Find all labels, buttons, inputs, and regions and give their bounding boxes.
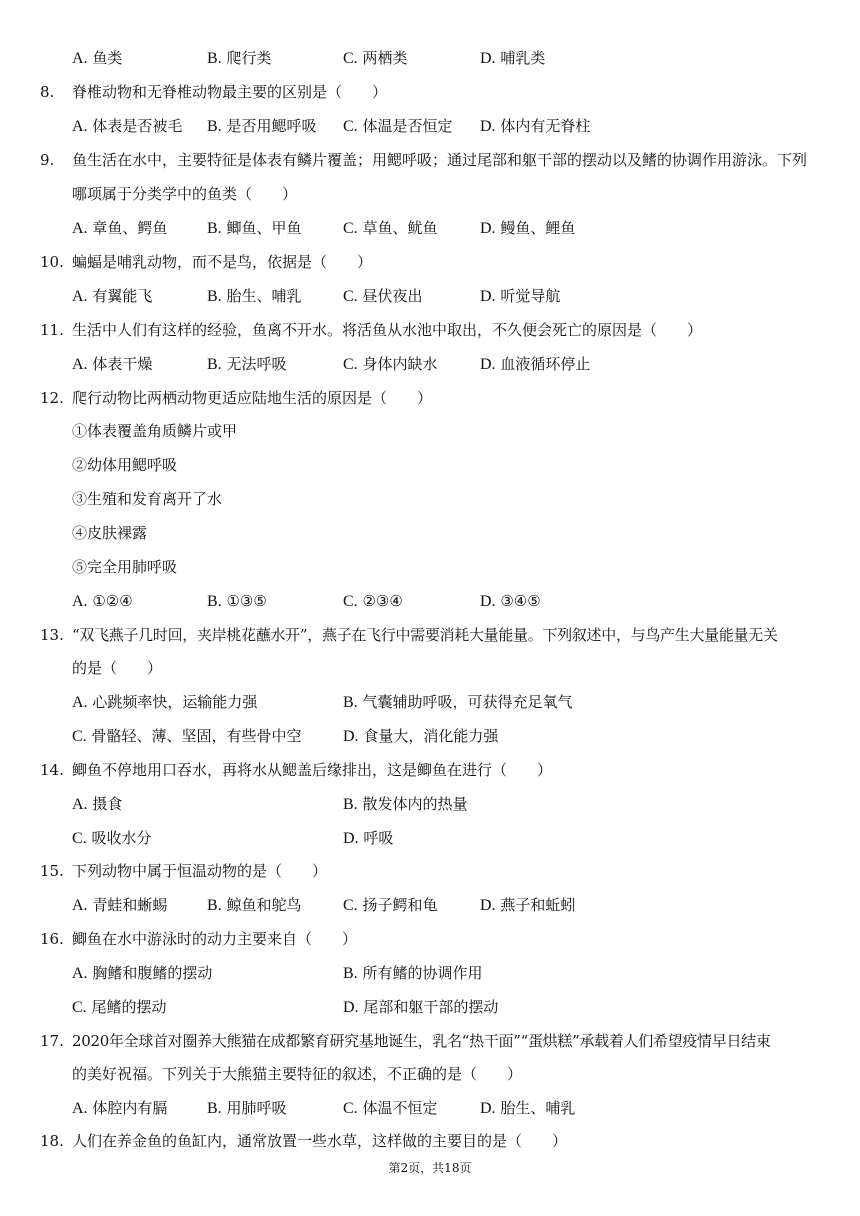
question-text: 蝙蝠是哺乳动物，而不是鸟，依据是（ ） [72, 253, 373, 271]
question-text: 的美好祝福。下列关于大熊猫主要特征的叙述，不正确的是（ ） [72, 1065, 523, 1083]
q16-option-d[interactable]: D. 尾部和躯干部的摆动 [343, 998, 499, 1016]
q9-option-d[interactable]: D. 鳗鱼、鲤鱼 [480, 219, 576, 237]
q12-option-d[interactable]: D. ③④⑤ [480, 592, 541, 610]
q16-option-a[interactable]: A. 胸鳍和腹鳍的摆动 [72, 964, 213, 982]
q13-option-b[interactable]: B. 气囊辅助呼吸，可获得充足氧气 [343, 693, 573, 711]
question-text: 爬行动物比两栖动物更适应陆地生活的原因是（ ） [72, 389, 433, 407]
q15-option-c[interactable]: C. 扬子鳄和龟 [343, 896, 438, 914]
question-number: 13. [40, 626, 64, 644]
question-number: 18. [40, 1132, 64, 1150]
q15-option-d[interactable]: D. 燕子和蚯蚓 [480, 896, 576, 914]
q11-option-a[interactable]: A. 体表干燥 [72, 355, 153, 373]
q17-option-b[interactable]: B. 用肺呼吸 [207, 1099, 287, 1117]
q11-option-d[interactable]: D. 血液循环停止 [480, 355, 591, 373]
question-number: 17. [40, 1032, 64, 1050]
q7-option-a[interactable]: A. 鱼类 [72, 49, 123, 67]
question-number: 14. [40, 761, 64, 779]
q7-option-c[interactable]: C. 两栖类 [343, 49, 408, 67]
question-text: 鲫鱼在水中游泳时的动力主要来自（ ） [72, 930, 358, 948]
q15-option-b[interactable]: B. 鲸鱼和鸵鸟 [207, 896, 302, 914]
question-text: 的是（ ） [72, 659, 163, 677]
q12-option-c[interactable]: C. ②③④ [343, 592, 403, 610]
q8-option-b[interactable]: B. 是否用鳃呼吸 [207, 117, 317, 135]
q10-option-d[interactable]: D. 听觉导航 [480, 287, 561, 305]
question-text: 生活中人们有这样的经验，鱼离不开水。将活鱼从水池中取出，不久便会死亡的原因是（ ） [72, 321, 703, 339]
q9-option-a[interactable]: A. 章鱼、鳄鱼 [72, 219, 168, 237]
q8-option-a[interactable]: A. 体表是否被毛 [72, 117, 183, 135]
question-text: 下列动物中属于恒温动物的是（ ） [72, 862, 328, 880]
question-text: 脊椎动物和无脊椎动物最主要的区别是（ ） [72, 83, 388, 101]
q8-option-c[interactable]: C. 体温是否恒定 [343, 117, 453, 135]
q7-option-b[interactable]: B. 爬行类 [207, 49, 272, 67]
q12-option-b[interactable]: B. ①③⑤ [207, 592, 267, 610]
question-text: 鲫鱼不停地用口吞水，再将水从鳃盖后缘排出，这是鲫鱼在进行（ ） [72, 761, 553, 779]
question-text: 2020年全球首对圈养大熊猫在成都繁育研究基地诞生，乳名“热干面”“蛋烘糕”承载着人们希望疫情早日结束 [72, 1032, 771, 1050]
q16-option-b[interactable]: B. 所有鳍的协调作用 [343, 964, 483, 982]
q13-option-a[interactable]: A. 心跳频率快，运输能力强 [72, 693, 258, 711]
q17-option-d[interactable]: D. 胎生、哺乳 [480, 1099, 576, 1117]
question-number: 15. [40, 862, 64, 880]
question-number: 16. [40, 930, 64, 948]
page-footer: 第2页，共18页 [388, 1161, 472, 1175]
q9-option-c[interactable]: C. 草鱼、鱿鱼 [343, 219, 438, 237]
q15-option-a[interactable]: A. 青蛙和蜥蜴 [72, 896, 168, 914]
q17-option-c[interactable]: C. 体温不恒定 [343, 1099, 438, 1117]
q10-option-c[interactable]: C. 昼伏夜出 [343, 287, 423, 305]
q11-option-b[interactable]: B. 无法呼吸 [207, 355, 287, 373]
q7-option-d[interactable]: D. 哺乳类 [480, 49, 546, 67]
q14-option-b[interactable]: B. 散发体内的热量 [343, 795, 468, 813]
q8-option-d[interactable]: D. 体内有无脊柱 [480, 117, 591, 135]
q14-option-a[interactable]: A. 摄食 [72, 795, 123, 813]
question-number: 11. [40, 321, 64, 339]
question-text: 哪项属于分类学中的鱼类（ ） [72, 185, 298, 203]
q14-option-c[interactable]: C. 吸收水分 [72, 829, 152, 847]
q16-option-c[interactable]: C. 尾鳍的摆动 [72, 998, 167, 1016]
question-number: 12. [40, 389, 64, 407]
q10-option-a[interactable]: A. 有翼能飞 [72, 287, 153, 305]
q11-option-c[interactable]: C. 身体内缺水 [343, 355, 438, 373]
q17-option-a[interactable]: A. 体腔内有膈 [72, 1099, 168, 1117]
question-text: “双飞燕子几时回，夹岸桃花蘸水开”，燕子在飞行中需要消耗大量能量。下列叙述中，与鸟产生大量能量无关 [72, 626, 778, 644]
q10-option-b[interactable]: B. 胎生、哺乳 [207, 287, 302, 305]
question-text: 鱼生活在水中，主要特征是体表有鳞片覆盖；用鳃呼吸；通过尾部和躯干部的摆动以及鳍的协调作用游泳。下列 [72, 151, 808, 169]
question-number: 8. [40, 83, 55, 101]
q9-option-b[interactable]: B. 鲫鱼、甲鱼 [207, 219, 302, 237]
q14-option-d[interactable]: D. 呼吸 [343, 829, 394, 847]
q13-option-c[interactable]: C. 骨骼轻、薄、坚固，有些骨中空 [72, 727, 302, 745]
question-number: 9. [40, 151, 55, 169]
q12-option-a[interactable]: A. ①②④ [72, 592, 133, 610]
question-text: 人们在养金鱼的鱼缸内，通常放置一些水草，这样做的主要目的是（ ） [72, 1132, 568, 1150]
question-number: 10. [40, 253, 64, 271]
q13-option-d[interactable]: D. 食量大，消化能力强 [343, 727, 499, 745]
exam-page: A. 鱼类 B. 爬行类 C. 两栖类 D. 哺乳类 8. 脊椎动物和无脊椎动物最主要的区别是（ ） A. 体表是否被毛 B. 是否用鳃呼吸 C. 体温是否恒定 D. 体内有无脊柱 9. 鱼生活在水中，主要特征是体表有鳞片覆盖；用鳃呼吸；通过尾部和躯干部的摆动以及鳍的协调作用游泳。下列 哪项属于分类学中的鱼类（ ） A. 章鱼、鳄鱼 B. 鲫鱼、甲鱼 C. 草鱼、鱿鱼 D. 鳗鱼、鲤鱼 10. 蝙蝠是哺乳动物，而不是鸟，依据是（ ） A. 有翼能飞 B. 胎生、哺乳 C. 昼伏夜出 D. 听觉导航 11. 生活中人们有这样的经验，鱼离不开水。将活鱼从水池中取出，不久便会死亡的原因是（ ） A. 体表干燥 B. 无法呼吸 C. 身体内缺水 D. 血液循环停止 12. 爬行动物比两栖动物更适应陆地生活的原因是（ ） ①体表覆盖角质鳞片或甲 ②幼体用鳃呼吸 ③生殖和发育离开了水 ④皮肤裸露 ⑤完全用肺呼吸 A. ①②④ B. ①③⑤ C. ②③④ D. ③④⑤ 13. “双飞燕子几时回，夹岸桃花蘸水开”，燕子在飞行中需要消耗大量能量。下列叙述中，与鸟产生大量能量无关 的是（ ） A. 心跳频率快，运输能力强 B. 气囊辅助呼吸，可获得充足氧气 C. 骨骼轻、薄、坚固，有些骨中空 D. 食量大，消化能力强 14. 鲫鱼不停地用口吞水，再将水从鳃盖后缘排出，这是鲫鱼在进行（ ） A. 摄食 B. 散发体内的热量 C. 吸收水分 D. 呼吸 15. 下列动物中属于恒温动物的是（ ） A. 青蛙和蜥蜴 B. 鲸鱼和鸵鸟 C. 扬子鳄和龟 D. 燕子和蚯蚓 16. 鲫鱼在水中游泳时的动力主要来自（ ） A. 胸鳍和腹鳍的摆动 B. 所有鳍的协调作用 C. 尾鳍的摆动 D. 尾部和躯干部的摆动 17. 2020年全球首对圈养大熊猫在成都繁育研究基地诞生，乳名“热干面”“蛋烘糕”承载着人们希望疫情早日结束 的美好祝福。下列关于大熊猫主要特征的叙述，不正确的是（ ） A. 体腔内有膈 B. 用肺呼吸 C. 体温不恒定 D. 胎生、哺乳 18. 人们在养金鱼的鱼缸内，通常放置一些水草，这样做的主要目的是（ ） 第2页，共18页 [0, 0, 860, 1216]
